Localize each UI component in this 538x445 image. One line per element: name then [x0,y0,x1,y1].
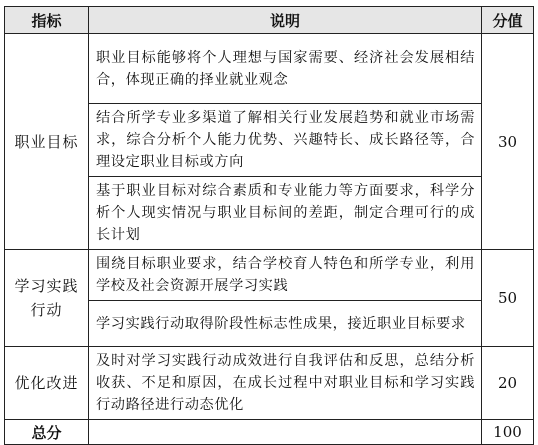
description-cell: 职业目标能够将个人理想与国家需要、经济社会发展相结合，体现正确的择业就业观念 [89,34,482,104]
scoring-table-grid [4,6,534,445]
header-indicator: 指标 [5,7,89,34]
indicator-line: 行动 [30,301,63,319]
description-cell: 学习实践行动取得阶段性标志性成果，接近职业目标要求 [89,301,482,347]
total-score: 100 [482,420,534,445]
description-cell: 结合所学专业多渠道了解相关行业发展趋势和就业市场需求，综合分析个人能力优势、兴趣特长、成长路径等，合理设定职业目标或方向 [89,104,482,177]
description-cell: 基于职业目标对综合素质和专业能力等方面要求，科学分析个人现实情况与职业目标间的差距，制定合理可行的成长计划 [89,177,482,250]
header-score: 分值 [482,7,534,34]
total-description [89,420,482,445]
indicator-line: 学习实践 [14,277,79,295]
description-cell: 围绕目标职业要求，结合学校育人特色和所学专业，利用学校及社会资源开展学习实践 [89,250,482,301]
scoring-table [4,6,533,442]
table-total-row [5,420,534,445]
score-learning-practice: 50 [482,250,534,347]
header-description: 说明 [89,7,482,34]
table-row [5,34,534,104]
indicator-optimization: 优化改进 [5,347,89,420]
description-cell: 及时对学习实践行动成效进行自我评估和反思，总结分析收获、不足和原因，在成长过程中对职业目标和学习实践行动路径进行动态优化 [89,347,482,420]
table-header-row [5,7,534,34]
indicator-career-goal: 职业目标 [5,34,89,250]
score-optimization: 20 [482,347,534,420]
indicator-learning-practice [5,250,89,347]
table-row [5,250,534,301]
score-career-goal: 30 [482,34,534,250]
total-label: 总分 [5,420,89,445]
table-row [5,347,534,420]
